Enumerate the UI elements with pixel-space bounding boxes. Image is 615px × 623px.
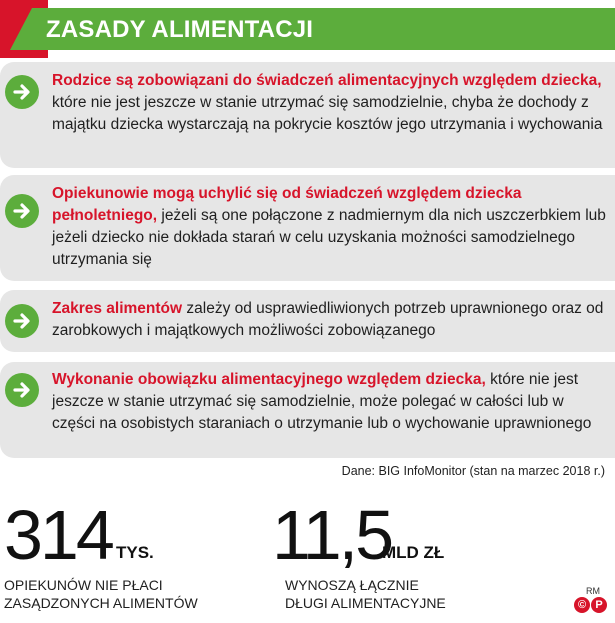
page-title: ZASADY ALIMENTACJI: [46, 16, 314, 43]
author-initials: RM: [586, 586, 600, 596]
arrow-right-icon: [5, 194, 39, 228]
rule-highlight: Opiekunowie mogą uchylić się od świadczeń względem dziecka pełnoletniego,: [52, 185, 522, 224]
stat-description-line: WYNOSZĄ ŁĄCZNIE: [285, 577, 419, 593]
copyright-badge: [574, 597, 607, 613]
arrow-right-icon: [5, 304, 39, 338]
source-note: Dane: BIG InfoMonitor (stan na marzec 2018 r.): [341, 464, 605, 478]
rule-body: jeżeli są one połączone z nadmiernym dla nich uszczerbkiem lub jeżeli dziecko nie dokłada starań w celu uzyskania możności samodzielnego utrzymania się: [52, 207, 606, 268]
arrow-right-icon: [5, 75, 39, 109]
rule-card-3: [0, 290, 615, 352]
arrow-right-icon: [5, 373, 39, 407]
rule-body: które nie jest jeszcze w stanie utrzymać się samodzielnie, może polegać w całości lub w części na osobistych staraniach o utrzymanie lub o wychowanie uprawnionego: [52, 371, 592, 432]
rule-text: [52, 70, 607, 136]
rule-highlight: Zakres alimentów: [52, 300, 183, 317]
rule-card-2: [0, 175, 615, 281]
photo-rights-icon: P: [591, 597, 607, 613]
rule-highlight: Wykonanie obowiązku alimentacyjnego względem dziecka,: [52, 371, 486, 388]
stat-number-guardians: 314: [4, 496, 112, 574]
copyright-icon: ©: [574, 597, 590, 613]
rule-text: [52, 183, 607, 271]
stat-description-debt: [285, 576, 525, 612]
rule-body: zależy od usprawiedliwionych potrzeb uprawnionego oraz od zarobkowych i majątkowych możliwości zobowiązanego: [52, 300, 604, 339]
rule-card-1: [0, 62, 615, 168]
rule-highlight: Rodzice są zobowiązani do świadczeń alimentacyjnych względem dziecka,: [52, 72, 602, 89]
rule-text: [52, 298, 607, 342]
stat-unit-guardians: TYS.: [116, 543, 154, 562]
stat-description-line: ZASĄDZONYCH ALIMENTÓW: [4, 595, 198, 611]
rule-text: [52, 369, 607, 435]
rule-card-4: [0, 362, 615, 458]
header-banner: [0, 0, 615, 58]
stat-number-debt: 11,5: [272, 496, 392, 574]
stat-description-line: DŁUGI ALIMENTACYJNE: [285, 595, 446, 611]
stat-description-line: OPIEKUNÓW NIE PŁACI: [4, 577, 163, 593]
stat-description-guardians: [4, 576, 244, 612]
stat-unit-debt: MLD ZŁ: [382, 543, 445, 562]
rule-body: które nie jest jeszcze w stanie utrzymać się samodzielnie, chyba że dochody z majątku dziecka wystarczają na pokrycie kosztów jego utrzymania i wychowania: [52, 94, 603, 133]
